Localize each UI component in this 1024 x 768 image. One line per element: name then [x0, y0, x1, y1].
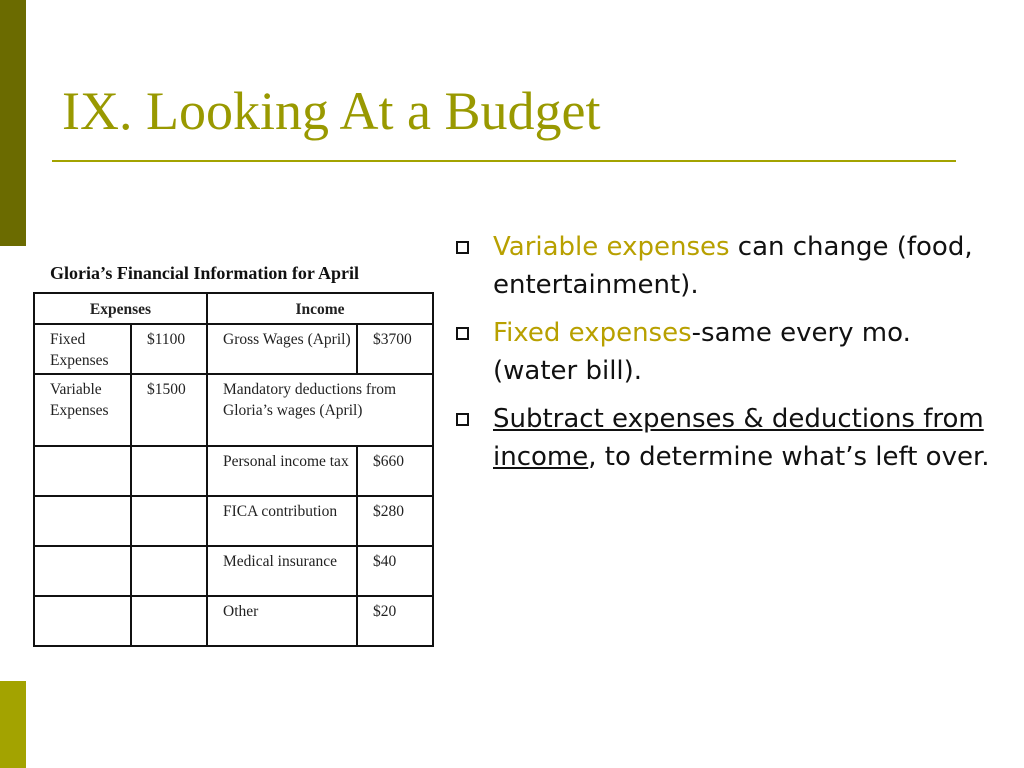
slide-title: IX. Looking At a Budget	[62, 81, 601, 141]
title-divider	[52, 160, 956, 162]
table-row	[34, 546, 433, 596]
table-row	[34, 496, 433, 546]
square-bullet-icon	[456, 241, 469, 254]
expense-amount: $1100	[131, 324, 207, 374]
income-label: Gross Wages (April)	[207, 324, 357, 374]
income-amount: $3700	[357, 324, 433, 374]
bullet-highlight: Variable expenses	[493, 232, 730, 262]
bullet-text: can change (food, entertainment).	[493, 232, 973, 300]
expense-label: Fixed Expenses	[34, 324, 131, 374]
bullet-text: -same every mo. (water bill).	[493, 318, 911, 386]
income-label: Other	[207, 596, 357, 646]
square-bullet-icon	[456, 413, 469, 426]
income-amount: $40	[357, 546, 433, 596]
bullet-highlight: Fixed expenses	[493, 318, 692, 348]
bullet-text: , to determine what’s left over.	[588, 442, 990, 472]
bullet-item	[452, 400, 997, 476]
accent-bar-top	[0, 0, 26, 246]
income-label: Medical insurance	[207, 546, 357, 596]
bullet-item	[452, 314, 997, 390]
square-bullet-icon	[456, 327, 469, 340]
table-row	[34, 374, 433, 446]
expense-label	[34, 446, 131, 496]
expense-amount	[131, 546, 207, 596]
expense-label	[34, 546, 131, 596]
income-amount: $280	[357, 496, 433, 546]
expense-amount: $1500	[131, 374, 207, 446]
expense-label	[34, 596, 131, 646]
income-amount: $660	[357, 446, 433, 496]
income-label: Personal income tax	[207, 446, 357, 496]
expense-label	[34, 496, 131, 546]
table-row	[34, 446, 433, 496]
income-header: Income	[207, 293, 433, 324]
income-label: Mandatory deductions from Gloria’s wages (April)	[207, 374, 433, 446]
bullet-item	[452, 228, 997, 304]
expense-label: Variable Expenses	[34, 374, 131, 446]
expense-amount	[131, 496, 207, 546]
table-row	[34, 596, 433, 646]
expense-amount	[131, 446, 207, 496]
expense-amount	[131, 596, 207, 646]
income-amount: $20	[357, 596, 433, 646]
accent-bar-bottom	[0, 681, 26, 768]
financial-table	[33, 292, 434, 647]
table-header-row	[34, 293, 433, 324]
bullet-list	[452, 228, 997, 486]
expenses-header: Expenses	[34, 293, 207, 324]
income-label: FICA contribution	[207, 496, 357, 546]
bullet-underlined: Subtract expenses & deductions from income	[493, 404, 984, 472]
table-title: Gloria’s Financial Information for April	[50, 263, 359, 283]
table-row	[34, 324, 433, 374]
